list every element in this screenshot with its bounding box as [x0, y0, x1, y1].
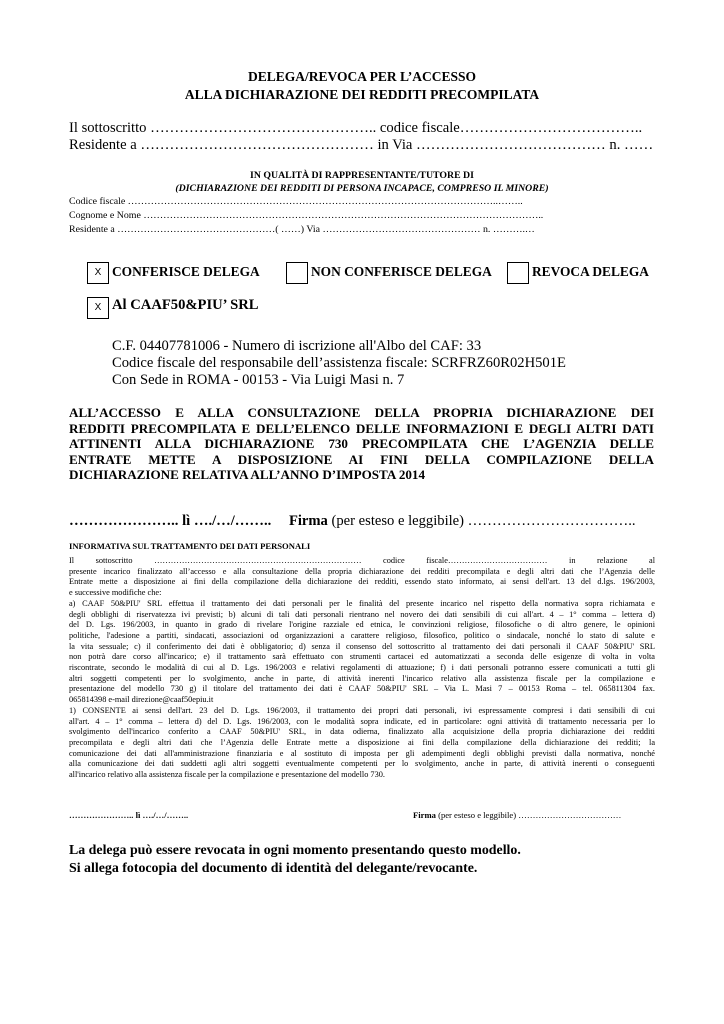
privacy-line: svolgimento dell'incarico conferito a CAAF 50&PIU' SRL, in data odierna, finalizzato alla acquisizione della propria dichiarazione dei redditi — [69, 727, 655, 737]
privacy-line: politiche, l'adesione a partiti, sindacati, associazioni od organizzazioni a carattere religioso, filosofico, politico o sindacale, nonché lo stato di salute e — [69, 630, 655, 640]
access-paragraph — [69, 405, 654, 483]
privacy-line: presentazione del modello 730 g) il titolare del trattamento dei dati è CAAF 50&PIU' SRL – Via L. Masi 7 – 00153 Roma – tel. 065811304 fax. — [69, 684, 655, 694]
caaf-checkbox[interactable]: X — [87, 297, 109, 319]
conferisce-delega-checkbox[interactable]: X — [87, 262, 109, 284]
representative-codice-fiscale: Codice fiscale …………………………………………………………………………………………………..…….. — [69, 196, 523, 207]
privacy-line: comunicazione dei dati all'amministrazione finanziaria e al sostituto di imposta per gli adempimenti degli obblighi previsti dalla normativa, nonché — [69, 748, 655, 758]
privacy-signature-line — [413, 810, 621, 820]
caaf-registration-line: C.F. 04407781006 - Numero di iscrizione all'Albo del CAF: 33 — [112, 338, 482, 354]
privacy-line: 065814398 e-mail direzione@caaf50epiu.it — [69, 695, 214, 705]
privacy-line: all'art. 4 – 1° comma – lettera d) del D. Lgs. 196/2003, con le modalità sopra indicate, ed in particolare: ogni attività di trattamento necessaria per lo — [69, 716, 655, 726]
representative-cognome-nome: Cognome e Nome ………………………………………………………………………………………………………….. — [69, 210, 544, 221]
privacy-line: a) CAAF 50&PIU' SRL effettua il trattamento dei dati personali per le finalità del presente incarico nel rispetto della normativa sopra richiamata e — [69, 598, 655, 608]
privacy-line: altri soggetti competenti per lo svolgimento, anche in parte, di attività inerenti l'incarico relativo alla assistenza fiscale per la compilazione e — [69, 673, 655, 683]
privacy-place-date-field[interactable]: ………………….. lì …./…/…….. — [69, 810, 189, 820]
access-paragraph-line: ENTRATE METTE A DISPOSIZIONE AI FINI DELLA COMPILAZIONE DELLA — [69, 451, 654, 467]
non-conferisce-delega-label: NON CONFERISCE DELEGA — [311, 264, 492, 279]
privacy-line: riscontrate, secondo le modalità di cui al D. Lgs. 196/2003 e relativi regolamenti di attuazione; f) i dati personali potranno essere comunicati a tutti gli — [69, 663, 655, 673]
access-paragraph-line: DICHIARAZIONE RELATIVA ALL’ANNO D’IMPOSTA 2014 — [69, 467, 426, 483]
firma-note[interactable]: (per esteso e leggibile) …………………………….. — [331, 513, 636, 529]
privacy-line: all'incarico relativo alla assistenza fiscale per la compilazione e presentazione del modello 730. — [69, 770, 385, 780]
revoca-delega-label: REVOCA DELEGA — [532, 264, 649, 279]
access-paragraph-line: ATTINENTI ALLA DICHIARAZIONE 730 PRECOMPILATA CHE L’AGENZIA DELLE — [69, 436, 654, 452]
privacy-line: Il sottoscritto ………………………………………………………………… codice fiscale……………………………… in relazione al — [69, 556, 655, 565]
signer-name-line: Il sottoscritto ……………………………………….. codice fiscale……………………………….. — [69, 120, 643, 136]
privacy-line: la vita sessuale; c) il conferimento dei dati è obbligatorio; d) senza il consenso del sottoscritto al trattamento dei dati personali il CAAF 50&PIU' SRL — [69, 641, 655, 651]
place-date-field[interactable]: ………………….. lì …./…/…….. — [69, 513, 272, 529]
privacy-firma-note[interactable]: (per esteso e leggibile) ……………………………… — [438, 810, 622, 820]
footer-attachment-note: Si allega fotocopia del documento di identità del delegante/revocante. — [69, 861, 478, 876]
privacy-line: non potrà dare corso all'incarico; e) il trattamento sarà effettuato con strumenti cartacei ed automatizzati a seconda delle esigenze di volta in volta — [69, 652, 655, 662]
conferisce-delega-label: CONFERISCE DELEGA — [112, 264, 260, 279]
footer-revocation-note: La delega può essere revocata in ogni momento presentando questo modello. — [69, 843, 521, 858]
privacy-line: Entrate mette a disposizione ai fini della compilazione della dichiarazione dei redditi, essendo stato informato, ai sensi dell'art. 13 del d.lgs. 196/2003, — [69, 577, 655, 587]
representative-heading: IN QUALITÀ DI RAPPRESENTANTE/TUTORE DI — [250, 170, 474, 181]
document-title-line-1: DELEGA/REVOCA PER L’ACCESSO — [247, 69, 477, 84]
privacy-line: precompilata e degli altri dati che l’Agenzia delle Entrate mette a disposizione ai fini della compilazione della dichiarazione dei redditi; la — [69, 737, 655, 747]
privacy-text — [69, 556, 655, 781]
revoca-delega-checkbox[interactable] — [507, 262, 529, 284]
privacy-firma-label: Firma — [413, 810, 436, 820]
privacy-line: alla comunicazione dei dati suddetti agli altri soggetti eventualmente competenti per lo svolgimento, anche in parte, di attività inerenti o conseguenti — [69, 759, 655, 769]
signature-line-main — [69, 513, 636, 530]
privacy-line: e successive modifiche che: — [69, 588, 162, 598]
privacy-line: 1) CONSENTE ai sensi dell'art. 23 del D. Lgs. 196/2003, il trattamento dei propri dati personali, ivi espressamente compresi i dati sensibili di cui — [69, 705, 655, 715]
representative-subheading: (DICHIARAZIONE DEI REDDITI DI PERSONA INCAPACE, COMPRESO IL MINORE) — [175, 183, 549, 194]
caaf-responsible-line: Codice fiscale del responsabile dell’assistenza fiscale: SCRFRZ60R02H501E — [112, 355, 566, 371]
firma-label: Firma — [288, 513, 328, 529]
privacy-line: del D. Lgs. 196/2003, in quanto in grado di rivelare l'origine razziale ed etnica, le convinzioni religiose, filosofiche o di altro genere, le opinioni — [69, 620, 655, 630]
access-paragraph-line: REDDITI PRECOMPILATA E DELL’ELENCO DELLE INFORMAZIONI E DEGLI ALTRI DATI — [69, 420, 654, 436]
caaf-address-line: Con Sede in ROMA - 00153 - Via Luigi Masi n. 7 — [112, 372, 405, 388]
caaf-label: Al CAAF50&PIU’ SRL — [112, 297, 259, 313]
representative-residence: Residente a …………………………………………( ……) Via ………………………………………… n. ……….… — [69, 224, 535, 235]
privacy-line: presente incarico finalizzato all’accesso e alla consultazione della propria dichiarazione dei redditi precompilata e degli altri dati che l’Agenzia delle — [69, 566, 655, 576]
signer-residence-line: Residente a ………………………………………… in Via ………………………………… n. …… — [69, 137, 654, 153]
privacy-heading: INFORMATIVA SUL TRATTAMENTO DEI DATI PERSONALI — [69, 541, 311, 551]
privacy-line: degli obblighi di riservatezza ivi previsti; b) alcuni di tali dati personali rientrano nel novero dei dati sensibili di cui all'art. 4 – 1° comma – lettera d) — [69, 609, 655, 619]
non-conferisce-delega-checkbox[interactable] — [286, 262, 308, 284]
access-paragraph-line: ALL’ACCESSO E ALLA CONSULTAZIONE DELLA PROPRIA DICHIARAZIONE DEI — [69, 405, 654, 420]
document-title-line-2: ALLA DICHIARAZIONE DEI REDDITI PRECOMPILATA — [184, 87, 540, 102]
